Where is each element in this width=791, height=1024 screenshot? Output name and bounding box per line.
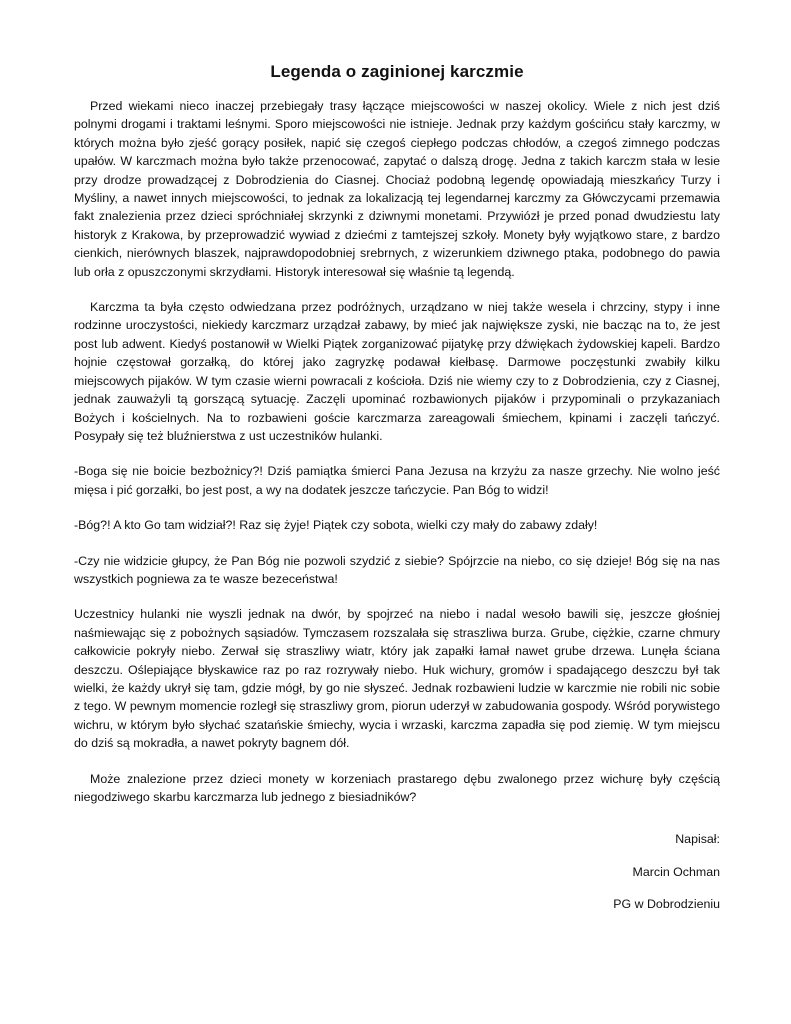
document-page: [74, 0, 720, 913]
paragraph-storm: Uczestnicy hulanki nie wyszli jednak na dwór, by spojrzeć na niebo i nadal wesoło bawili się, jeszcze głośniej naśmiewając się z pobożnych sąsiadów. Tymczasem rozszalała się straszliwa burza. Grube, ciężkie, czarne chmury całkowicie pokryły niebo. Zerwał się straszliwy wiatr, który jak zapałki łamał nawet grube drzewa. Lunęła ściana deszczu. Oślepiające błyskawice raz po raz rozrywały niebo. Huk wichury, gromów i spadającego deszczu był tak wielki, że każdy ukrył się tam, gdzie mógł, by go nie słyszeć. Jednak rozbawieni ludzie w karczmie nie robili nic sobie z tego. W pewnym momencie rozległ się straszliwy grom, piorun uderzył w zabudowania gospody. Wśród porywistego wichru, w którym było słychać szatańskie śmiechy, wycia i wrzaski, karczma zapadła się pod ziemię. W tym miejscu do dziś są mokradła, a nawet pokryty bagnem dół.: [74, 607, 720, 751]
page-title: Legenda o zaginionej karczmie: [270, 62, 524, 81]
dialogue-line-3: -Czy nie widzicie głupcy, że Pan Bóg nie pozwoli szydzić z siebie? Spójrzcie na niebo, co się dzieje! Bóg się na nas wszystkich pogniewa za te wasze bezeceństwa!: [74, 553, 720, 586]
signature-label: Napisał:: [675, 832, 720, 847]
dialogue-line-1: -Boga się nie boicie bezbożnicy?! Dziś pamiątka śmierci Pana Jezusa na krzyżu za nasze grzechy. Nie wolno jeść mięsa i pić gorzałki, bo jest post, a wy na dodatek jeszcze tańczycie. Pan Bóg to widzi!: [74, 464, 720, 497]
dialogue-line-2: -Bóg?! A kto Go tam widział?! Raz się żyje! Piątek czy sobota, wielki czy mały do zabawy zdały!: [74, 518, 598, 533]
signature-author: Marcin Ochman: [632, 865, 720, 880]
paragraph-intro: Przed wiekami nieco inaczej przebiegały trasy łączące miejscowości w naszej okolicy. Wiele z nich jest dziś polnymi drogami i traktami leśnymi. Sporo miejscowości nie istnieje. Jednak przy każdym gościńcu stały karczmy, w których można było zjeść gorący posiłek, napić się czegoś ciepłego podczas chłodów, a czegoś zimnego podczas upałów. W karczmach można było także przenocować, zapytać o dalszą drogę. Jedna z takich karczm stała w lesie przy drodze prowadzącej z Dobrodzienia do Ciasnej. Chociaż podobną legendę opowiadają mieszkańcy Turzy i Myśliny, a nawet innych miejscowości, to jednak za lokalizacją tej legendarnej karczmy za Główczycami przemawia fakt znalezienia przez dzieci spróchniałej skrzynki z dziwnymi monetami. Przywiózł je przed ponad dwudziestu laty historyk z Krakowa, by przeprowadzić wywiad z dziećmi z tamtejszej szkoły. Monety były wyjątkowo stare, z bardzo cienkich, nierównych blaszek, najprawdopodobniej srebrnych, z wizerunkiem dziwnego ptaka, podobnego do pawia lub orła z opuszczonymi skrzydłami. Historyk interesował się właśnie tą legendą.: [74, 99, 720, 279]
paragraph-conclusion: Może znalezione przez dzieci monety w korzeniach prastarego dębu zwalonego przez wichurę były częścią niegodziwego skarbu karczmarza lub jednego z biesiadników?: [74, 771, 720, 804]
signature-affiliation: PG w Dobrodzieniu: [613, 897, 720, 912]
paragraph-karczma: Karczma ta była często odwiedzana przez podróżnych, urządzano w niej także wesela i chrzciny, stypy i inne rodzinne uroczystości, niekiedy karczmarz urządzał zabawy, by mieć jak największe zyski, nie bacząc na to, że jest post lub adwent. Kiedyś postanowił w Wielki Piątek zorganizować pijatykę przy dźwiękach żydowskiej kapeli. Bardzo hojnie częstował gorzałką, do której jako zagryzkę podawał kiełbasę. Darmowe poczęstunki zwabiły kilku miejscowych pijaków. W tym czasie wierni powracali z kościoła. Dziś nie wiemy czy to z Dobrodzienia, czy z Ciasnej, jednak zauważyli tą gorszącą sytuację. Zaczęli upominać rozbawionych pijaków i przypominali o przykazaniach Bożych i kościelnych. Na to rozbawieni goście karczmarza zareagowali śmiechem, kpinami i zaczęli tańczyć. Posypały się też bluźnierstwa z ust uczestników hulanki.: [74, 300, 720, 443]
